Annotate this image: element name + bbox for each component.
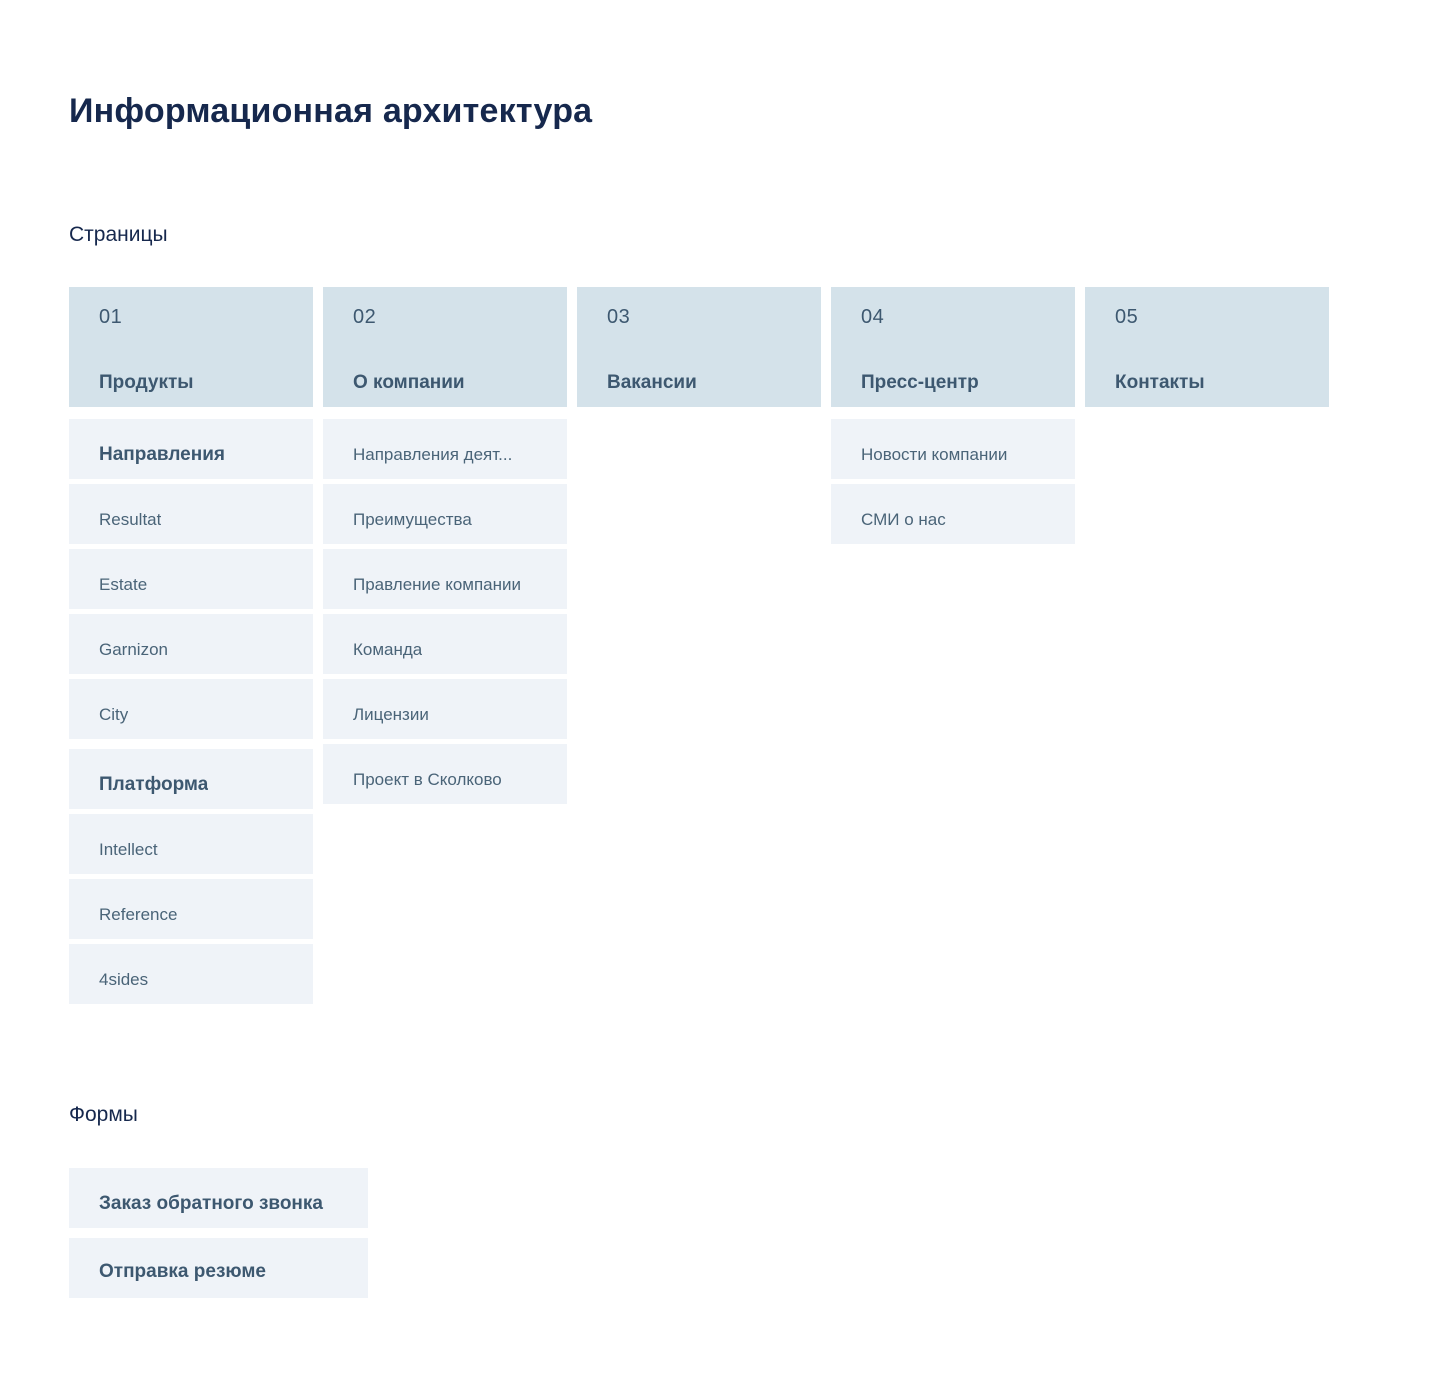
subpage-group[interactable] bbox=[69, 749, 313, 809]
pages-columns bbox=[69, 287, 1329, 1004]
page-card[interactable] bbox=[1085, 287, 1329, 407]
subpage-item[interactable] bbox=[69, 614, 313, 674]
subpage-item[interactable] bbox=[69, 549, 313, 609]
page-card[interactable] bbox=[831, 287, 1075, 407]
page-card[interactable] bbox=[577, 287, 821, 407]
page-card[interactable] bbox=[323, 287, 567, 407]
subpage-label: Garnizon bbox=[99, 640, 168, 659]
subpage-item[interactable] bbox=[323, 549, 567, 609]
page-column bbox=[323, 287, 567, 804]
page-column bbox=[1085, 287, 1329, 407]
subpage-label: Лицензии bbox=[353, 705, 429, 724]
page-number: 02 bbox=[353, 306, 377, 328]
subpage-group[interactable] bbox=[69, 419, 313, 479]
form-item-callback[interactable] bbox=[69, 1168, 368, 1228]
subpage-label: City bbox=[99, 705, 129, 724]
subpage-item[interactable] bbox=[323, 614, 567, 674]
subpage-label: Estate bbox=[99, 575, 148, 594]
subpage-label: Направления bbox=[99, 444, 225, 465]
page-column bbox=[831, 287, 1075, 544]
page-title: Информационная архитектура bbox=[69, 92, 593, 130]
forms-list bbox=[69, 1168, 368, 1298]
subpage-item[interactable] bbox=[69, 679, 313, 739]
page-label: Пресс-центр bbox=[861, 372, 979, 393]
subpage-label: Reference bbox=[99, 905, 178, 924]
subpage-label: Resultat bbox=[99, 510, 162, 529]
subpage-label: Проект в Сколково bbox=[353, 770, 502, 789]
subpage-item[interactable] bbox=[69, 484, 313, 544]
subpage-label: Новости компании bbox=[861, 445, 1008, 464]
subpage-label: Платформа bbox=[99, 774, 209, 795]
subpage-list bbox=[323, 419, 567, 804]
page-label: О компании bbox=[353, 372, 465, 393]
subpage-item[interactable] bbox=[323, 484, 567, 544]
subpage-list bbox=[831, 419, 1075, 544]
subpage-label: 4sides bbox=[99, 970, 149, 989]
page-column bbox=[577, 287, 821, 407]
subpage-item[interactable] bbox=[831, 484, 1075, 544]
subpage-label: Правление компании bbox=[353, 575, 522, 594]
subpage-item[interactable] bbox=[323, 679, 567, 739]
subpage-label: Команда bbox=[353, 640, 423, 659]
subpage-label: Преимущества bbox=[353, 510, 472, 529]
page-number: 03 bbox=[607, 306, 631, 328]
subpage-item[interactable] bbox=[69, 879, 313, 939]
page-number: 04 bbox=[861, 306, 885, 328]
subpage-item[interactable] bbox=[323, 744, 567, 804]
forms-section-title: Формы bbox=[69, 1103, 138, 1126]
form-item-label: Отправка резюме bbox=[99, 1261, 266, 1282]
page-card[interactable] bbox=[69, 287, 313, 407]
page-label: Контакты bbox=[1115, 372, 1205, 393]
subpage-item[interactable] bbox=[323, 419, 567, 479]
form-item-label: Заказ обратного звонка bbox=[99, 1193, 323, 1214]
page-column bbox=[69, 287, 313, 1004]
pages-section-title: Страницы bbox=[69, 223, 168, 246]
subpage-item[interactable] bbox=[69, 814, 313, 874]
page-number: 01 bbox=[99, 306, 123, 328]
subpage-label: Направления деят... bbox=[353, 445, 513, 464]
subpage-item[interactable] bbox=[69, 944, 313, 1004]
page-label: Вакансии bbox=[607, 372, 697, 393]
subpage-label: Intellect bbox=[99, 840, 158, 859]
form-item-resume[interactable] bbox=[69, 1238, 368, 1298]
page-label: Продукты bbox=[99, 372, 194, 393]
page-number: 05 bbox=[1115, 306, 1139, 328]
subpage-label: СМИ о нас bbox=[861, 510, 946, 529]
subpage-item[interactable] bbox=[831, 419, 1075, 479]
subpage-list bbox=[69, 419, 313, 1004]
